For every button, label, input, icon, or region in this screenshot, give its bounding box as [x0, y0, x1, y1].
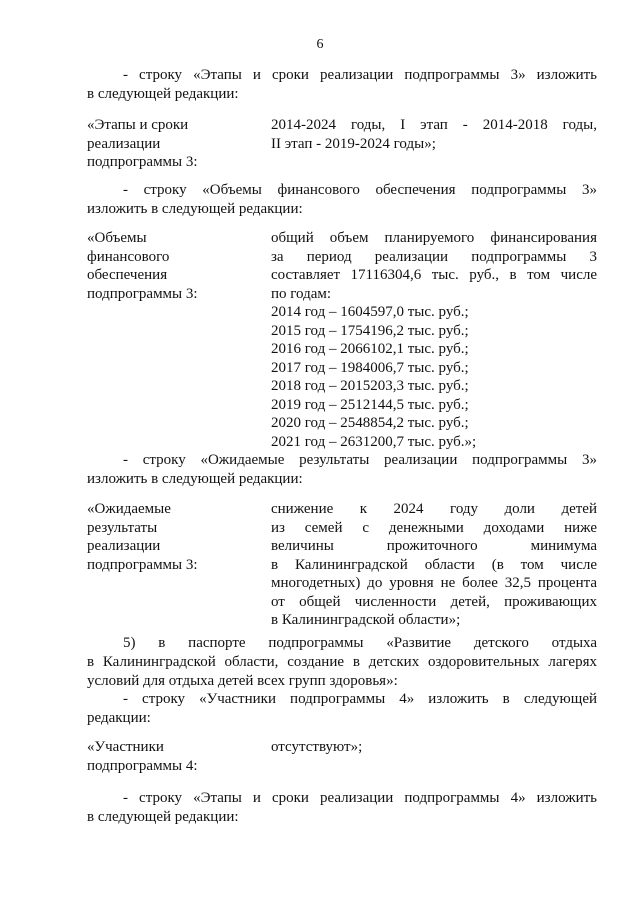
value-line: 2021 год – 2631200,7 тыс. руб.»; [271, 433, 477, 450]
label-line: обеспечения [87, 267, 168, 283]
value-line: в Калининградской области»; [271, 612, 461, 628]
label-line: подпрограммы 3: [87, 154, 198, 170]
table-row-participants-sp4 [87, 738, 597, 778]
label-line: «Этапы и сроки [87, 117, 189, 133]
value-line: 2014-2024 годы, I этап - 2014-2018 годы, [271, 117, 597, 133]
paragraph-line: условий для отдыха детей всех групп здоровья»: [87, 673, 398, 689]
table-row-funding-sp3 [87, 229, 597, 451]
paragraph-line: 5) в паспорте подпрограммы «Развитие детского отдыха [123, 635, 597, 651]
row-label [87, 738, 257, 775]
label-line: финансового [87, 248, 170, 265]
label-line: «Объемы [87, 230, 147, 246]
paragraph-line: изложить в следующей редакции: [87, 471, 303, 487]
label-line: реализации [87, 538, 161, 554]
value-line: снижение к 2024 году доли детей [271, 501, 597, 517]
paragraph-line: в Калининградской области, создание в детских оздоровительных лагерях [87, 654, 597, 670]
row-value [271, 738, 597, 757]
paragraph-funding-sp3 [87, 181, 597, 219]
value-line: отсутствуют»; [271, 739, 363, 755]
paragraph-stages-sp3 [87, 66, 597, 104]
value-line: составляет 17116304,6 тыс. руб., в том числе [271, 267, 597, 283]
paragraph-line: в следующей редакции: [87, 809, 239, 825]
paragraph-line: - строку «Этапы и сроки реализации подпрограммы 3» изложить [123, 67, 597, 83]
row-value [271, 229, 597, 451]
row-label [87, 500, 257, 574]
row-value [271, 116, 597, 153]
value-line: 2017 год – 1984006,7 тыс. руб.; [271, 359, 469, 376]
row-value [271, 500, 597, 630]
row-label [87, 116, 257, 172]
label-line: подпрограммы 3: [87, 285, 198, 302]
value-line: за период реализации подпрограммы 3 [271, 248, 597, 265]
value-line: 2014 год – 1604597,0 тыс. руб.; [271, 304, 469, 320]
value-line: величины прожиточного минимума [271, 538, 597, 554]
value-line: от общей численности детей, проживающих [271, 593, 597, 610]
paragraph-participants-sp4 [87, 690, 597, 728]
value-line: общий объем планируемого финансирования [271, 230, 597, 246]
paragraph-line: - строку «Ожидаемые результаты реализации подпрограммы 3» [123, 452, 597, 468]
value-line: 2018 год – 2015203,3 тыс. руб.; [271, 378, 469, 394]
label-line: «Участники [87, 739, 164, 755]
paragraph-line: - строку «Объемы финансового обеспечения подпрограммы 3» [123, 182, 597, 198]
row-label [87, 229, 257, 303]
paragraph-line: изложить в следующей редакции: [87, 201, 303, 217]
value-line: в Калининградской области (в том числе [271, 556, 597, 573]
paragraph-results-sp3 [87, 451, 597, 489]
value-line: 2020 год – 2548854,2 тыс. руб.; [271, 415, 469, 431]
value-line: из семей с денежными доходами ниже [271, 519, 597, 536]
paragraph-line: редакции: [87, 710, 151, 726]
label-line: подпрограммы 4: [87, 757, 198, 774]
label-line: реализации [87, 135, 161, 152]
value-line: 2019 год – 2512144,5 тыс. руб.; [271, 396, 469, 413]
label-line: «Ожидаемые [87, 501, 171, 517]
value-line: 2016 год – 2066102,1 тыс. руб.; [271, 341, 469, 357]
paragraph-line: в следующей редакции: [87, 86, 239, 102]
value-line: многодетных) до уровня не более 32,5 процента [271, 575, 597, 591]
label-line: подпрограммы 3: [87, 556, 198, 573]
table-row-stages-sp3 [87, 116, 597, 172]
paragraph-stages-sp4 [87, 789, 597, 827]
page-number: 6 [316, 37, 324, 52]
paragraph-line: - строку «Этапы и сроки реализации подпрограммы 4» изложить [123, 790, 597, 806]
paragraph-line: - строку «Участники подпрограммы 4» изложить в следующей [123, 691, 597, 707]
paragraph-passport-sp4 [87, 634, 597, 691]
table-row-results-sp3 [87, 500, 597, 630]
value-line: II этап - 2019-2024 годы»; [271, 135, 436, 152]
label-line: результаты [87, 519, 158, 536]
value-line: 2015 год – 1754196,2 тыс. руб.; [271, 322, 469, 339]
value-line: по годам: [271, 285, 332, 302]
